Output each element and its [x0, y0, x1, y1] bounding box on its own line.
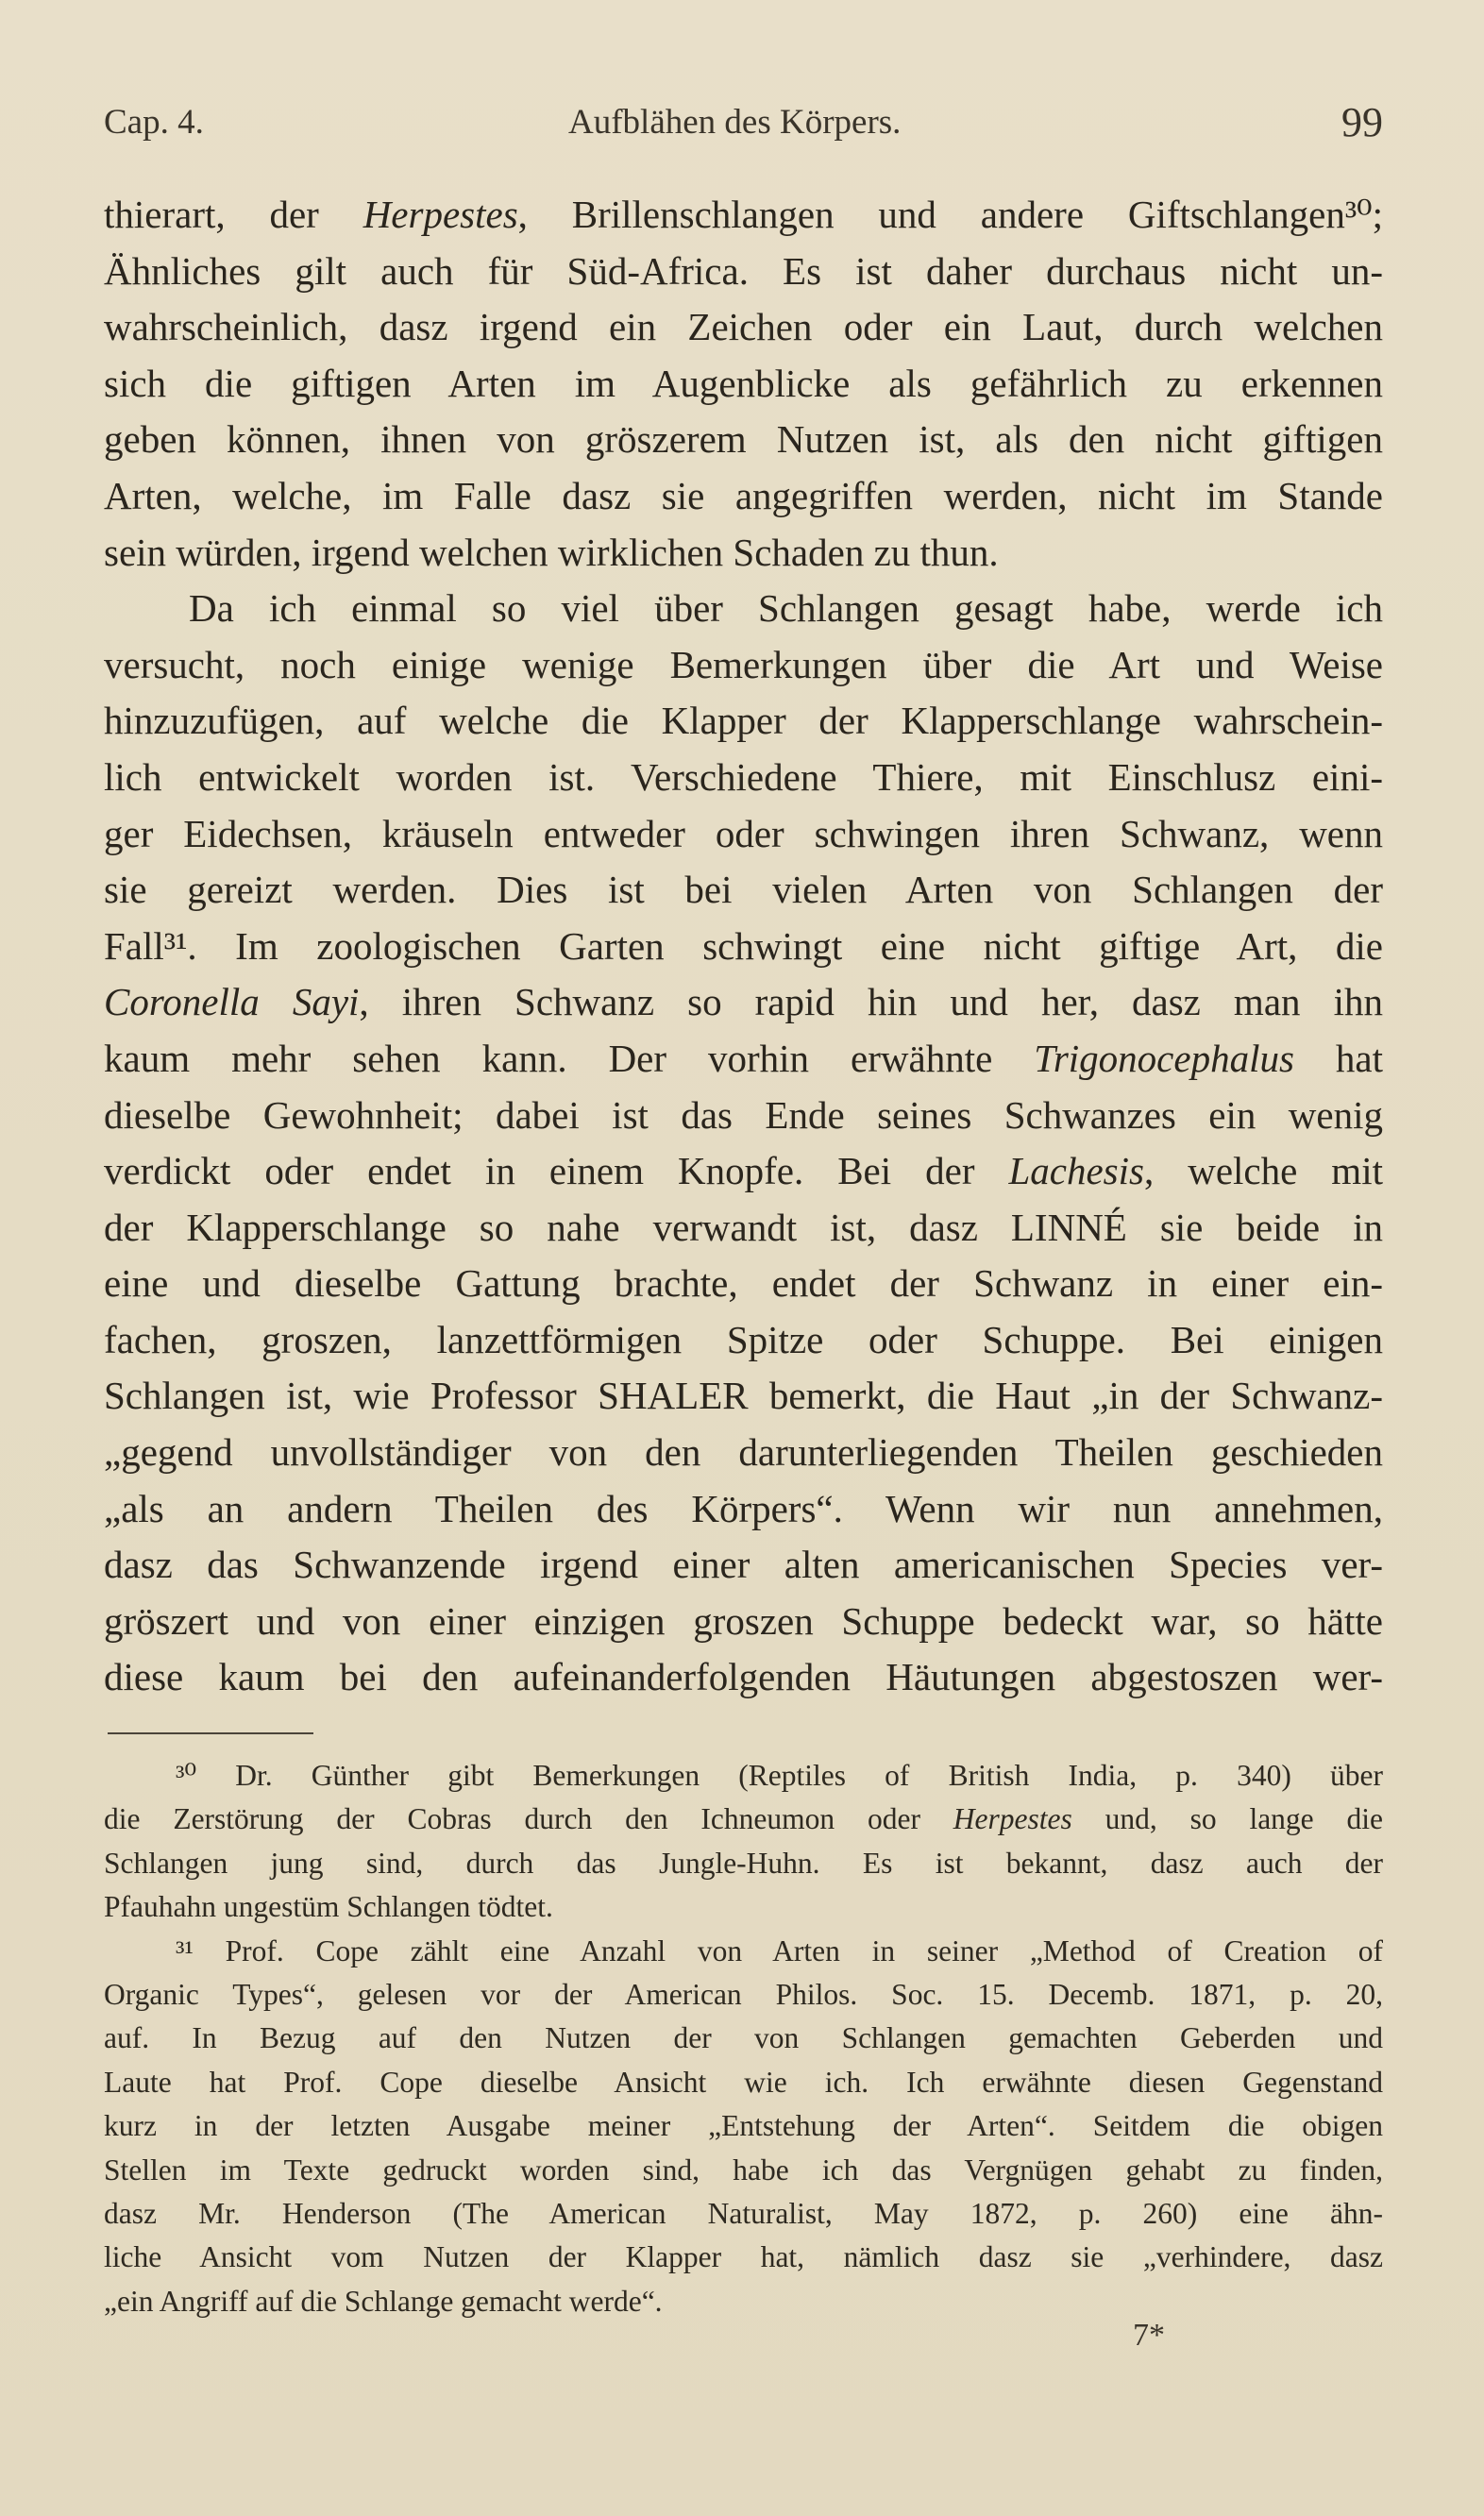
text-line: eine und dieselbe Gattung brachte, endet der Schwanz in einer ein-: [104, 1261, 1383, 1306]
text-line: verdickt oder endet in einem Knopfe. Bei der Lachesis, welche mit: [104, 1149, 1383, 1193]
text-line: ger Eidechsen, kräuseln entweder oder schwingen ihren Schwanz, wenn: [104, 811, 1383, 855]
footnote-line: auf. In Bezug auf den Nutzen der von Schlangen gemachten Geberden und: [104, 2021, 1383, 2055]
footnote-line: Pfauhahn ungestüm Schlangen tödtet.: [104, 1890, 553, 1924]
text-line: wahrscheinlich, dasz irgend ein Zeichen oder ein Laut, durch welchen: [104, 305, 1383, 349]
footnote-line: ³¹ Prof. Cope zählt eine Anzahl von Arten in seiner „Method of Creation of: [176, 1933, 1383, 1967]
footnotes: [104, 1754, 1383, 2323]
text-line: geben können, ihnen von gröszerem Nutzen ist, als den nicht giftigen: [104, 417, 1383, 462]
text-line: lich entwickelt worden ist. Verschiedene Thiere, mit Einschlusz eini-: [104, 754, 1383, 799]
footnote-line: „ein Angriff auf die Schlange gemacht werde“.: [104, 2284, 663, 2318]
text-line: fachen, groszen, lanzettförmigen Spitze oder Schuppe. Bei einigen: [104, 1317, 1383, 1361]
text-line: Da ich einmal so viel über Schlangen gesagt habe, werde ich: [189, 586, 1383, 631]
text-line: thierart, der Herpestes, Brillenschlangen und andere Giftschlangen³⁰;: [104, 193, 1383, 236]
text-line: „gegend unvollständiger von den darunterliegenden Theilen geschieden: [104, 1430, 1383, 1475]
text-line: Schlangen ist, wie Professor SHALER bemerkt, die Haut „in der Schwanz-: [104, 1374, 1383, 1418]
text-line: Ähnliches gilt auch für Süd-Africa. Es ist daher durchaus nicht un-: [104, 248, 1383, 293]
text-line: kaum mehr sehen kann. Der vorhin erwähnte Trigonocephalus hat: [104, 1036, 1383, 1080]
text-line: Arten, welche, im Falle dasz sie angegriffen werden, nicht im Stande: [104, 473, 1383, 517]
text-line: Coronella Sayi, ihren Schwanz so rapid hin und her, dasz man ihn: [104, 980, 1383, 1024]
footnote-line: dasz Mr. Henderson (The American Naturalist, May 1872, p. 260) eine ähn-: [104, 2196, 1383, 2230]
footnote-line: Organic Types“, gelesen vor der American Philos. Soc. 15. Decemb. 1871, p. 20,: [104, 1977, 1383, 2011]
footnote-line: kurz in der letzten Ausgabe meiner „Entstehung der Arten“. Seitdem die obigen: [104, 2109, 1383, 2143]
text-line: dasz das Schwanzende irgend einer alten americanischen Species ver-: [104, 1543, 1383, 1587]
signature-mark: 7*: [1133, 2318, 1165, 2353]
running-title: Aufblähen des Körpers.: [568, 103, 902, 142]
text-line: hinzuzufügen, auf welche die Klapper der Klapperschlange wahrschein-: [104, 699, 1383, 743]
footnote-line: ³⁰ Dr. Günther gibt Bemerkungen (Reptiles of British India, p. 340) über: [176, 1759, 1383, 1792]
footnote-line: Stellen im Texte gedruckt worden sind, habe ich das Vergnügen gehabt zu finden,: [104, 2153, 1383, 2187]
text-line: „als an andern Theilen des Körpers“. Wenn wir nun annehmen,: [104, 1486, 1383, 1530]
body-text: [104, 187, 1383, 1706]
page-number: 99: [1341, 99, 1383, 145]
running-header: [104, 99, 1383, 159]
text-line: sich die giftigen Arten im Augenblicke als gefährlich zu erkennen: [104, 361, 1383, 405]
footnote-line: Schlangen jung sind, durch das Jungle-Huhn. Es ist bekannt, dasz auch der: [104, 1846, 1383, 1880]
footnote-separator: [108, 1732, 313, 1734]
text-line: Fall³¹. Im zoologischen Garten schwingt eine nicht giftige Art, die: [104, 923, 1383, 968]
text-line: dieselbe Gewohnheit; dabei ist das Ende seines Schwanzes ein wenig: [104, 1092, 1383, 1137]
footnote-line: die Zerstörung der Cobras durch den Ichneumon oder Herpestes und, so lange die: [104, 1802, 1383, 1836]
footnote-line: Laute hat Prof. Cope dieselbe Ansicht wie ich. Ich erwähnte diesen Gegenstand: [104, 2065, 1383, 2099]
text-line: versucht, noch einige wenige Bemerkungen über die Art und Weise: [104, 642, 1383, 686]
text-line: sein würden, irgend welchen wirklichen Schaden zu thun.: [104, 530, 999, 574]
footnote-line: liche Ansicht vom Nutzen der Klapper hat, nämlich dasz sie „verhindere, dasz: [104, 2240, 1383, 2274]
text-line: der Klapperschlange so nahe verwandt ist, dasz LINNÉ sie beide in: [104, 1205, 1383, 1249]
chapter-label: Cap. 4.: [104, 103, 204, 142]
text-line: gröszert und von einer einzigen groszen Schuppe bedeckt war, so hätte: [104, 1598, 1383, 1643]
text-line: sie gereizt werden. Dies ist bei vielen Arten von Schlangen der: [104, 868, 1383, 912]
text-line: diese kaum bei den aufeinanderfolgenden Häutungen abgestoszen wer-: [104, 1655, 1383, 1699]
